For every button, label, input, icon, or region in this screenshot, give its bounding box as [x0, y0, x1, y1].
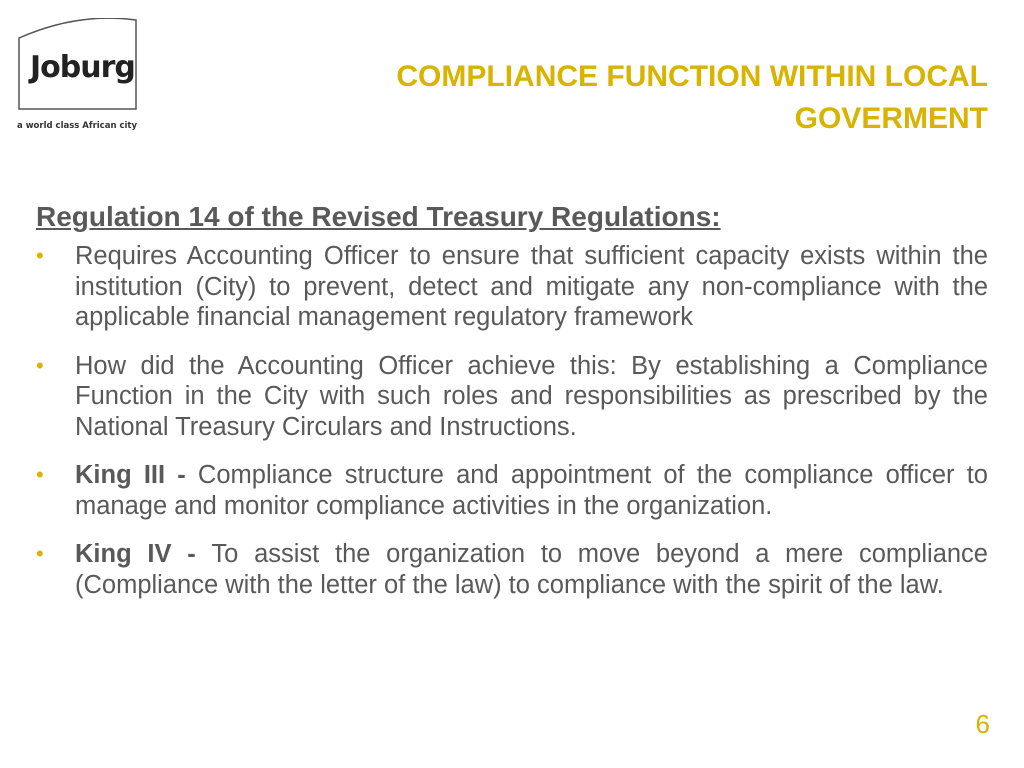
slide-title-line2: GOVERMENT	[794, 102, 988, 135]
logo-tagline: a world class African city	[17, 121, 138, 131]
logo-wordmark: Joburg	[30, 50, 135, 85]
bullet-text: To assist the organization to move beyond a mere compliance (Compliance with the letter of the law) to compliance with the spirit of the law.	[75, 540, 988, 599]
bullet-dot-icon: •	[36, 462, 44, 487]
bullet-item	[36, 241, 988, 333]
bullet-dot-icon: •	[36, 541, 44, 566]
slide-title-line1: COMPLIANCE FUNCTION WITHIN LOCAL	[396, 60, 988, 93]
bullet-lead: King III -	[75, 461, 198, 489]
page-number: 6	[975, 709, 990, 739]
bullet-dot-icon: •	[36, 243, 44, 268]
bullet-list	[36, 241, 988, 600]
bullet-dot-icon: •	[36, 352, 44, 378]
regulation-heading: Regulation 14 of the Revised Treasury Regulations:	[36, 201, 721, 232]
bullet-text: Requires Accounting Officer to ensure that sufficient capacity exists within the institution (City) to prevent, detect and mitigate any non-compliance with the applicable financial management regulatory framework	[75, 242, 988, 331]
bullet-text: How did the Accounting Officer achieve this: By establishing a Compliance Function in the City with such roles and responsibilities as prescribed by the National Treasury Circulars and Instructions.	[75, 351, 988, 441]
bullet-lead: King IV -	[75, 540, 212, 568]
slide-title	[288, 56, 988, 140]
bullet-item	[36, 539, 988, 600]
bullet-item	[36, 351, 988, 443]
bullet-item	[36, 460, 988, 521]
slide-content	[36, 197, 988, 618]
bullet-text: Compliance structure and appointment of the compliance officer to manage and monitor compliance activities in the organization.	[75, 461, 988, 520]
